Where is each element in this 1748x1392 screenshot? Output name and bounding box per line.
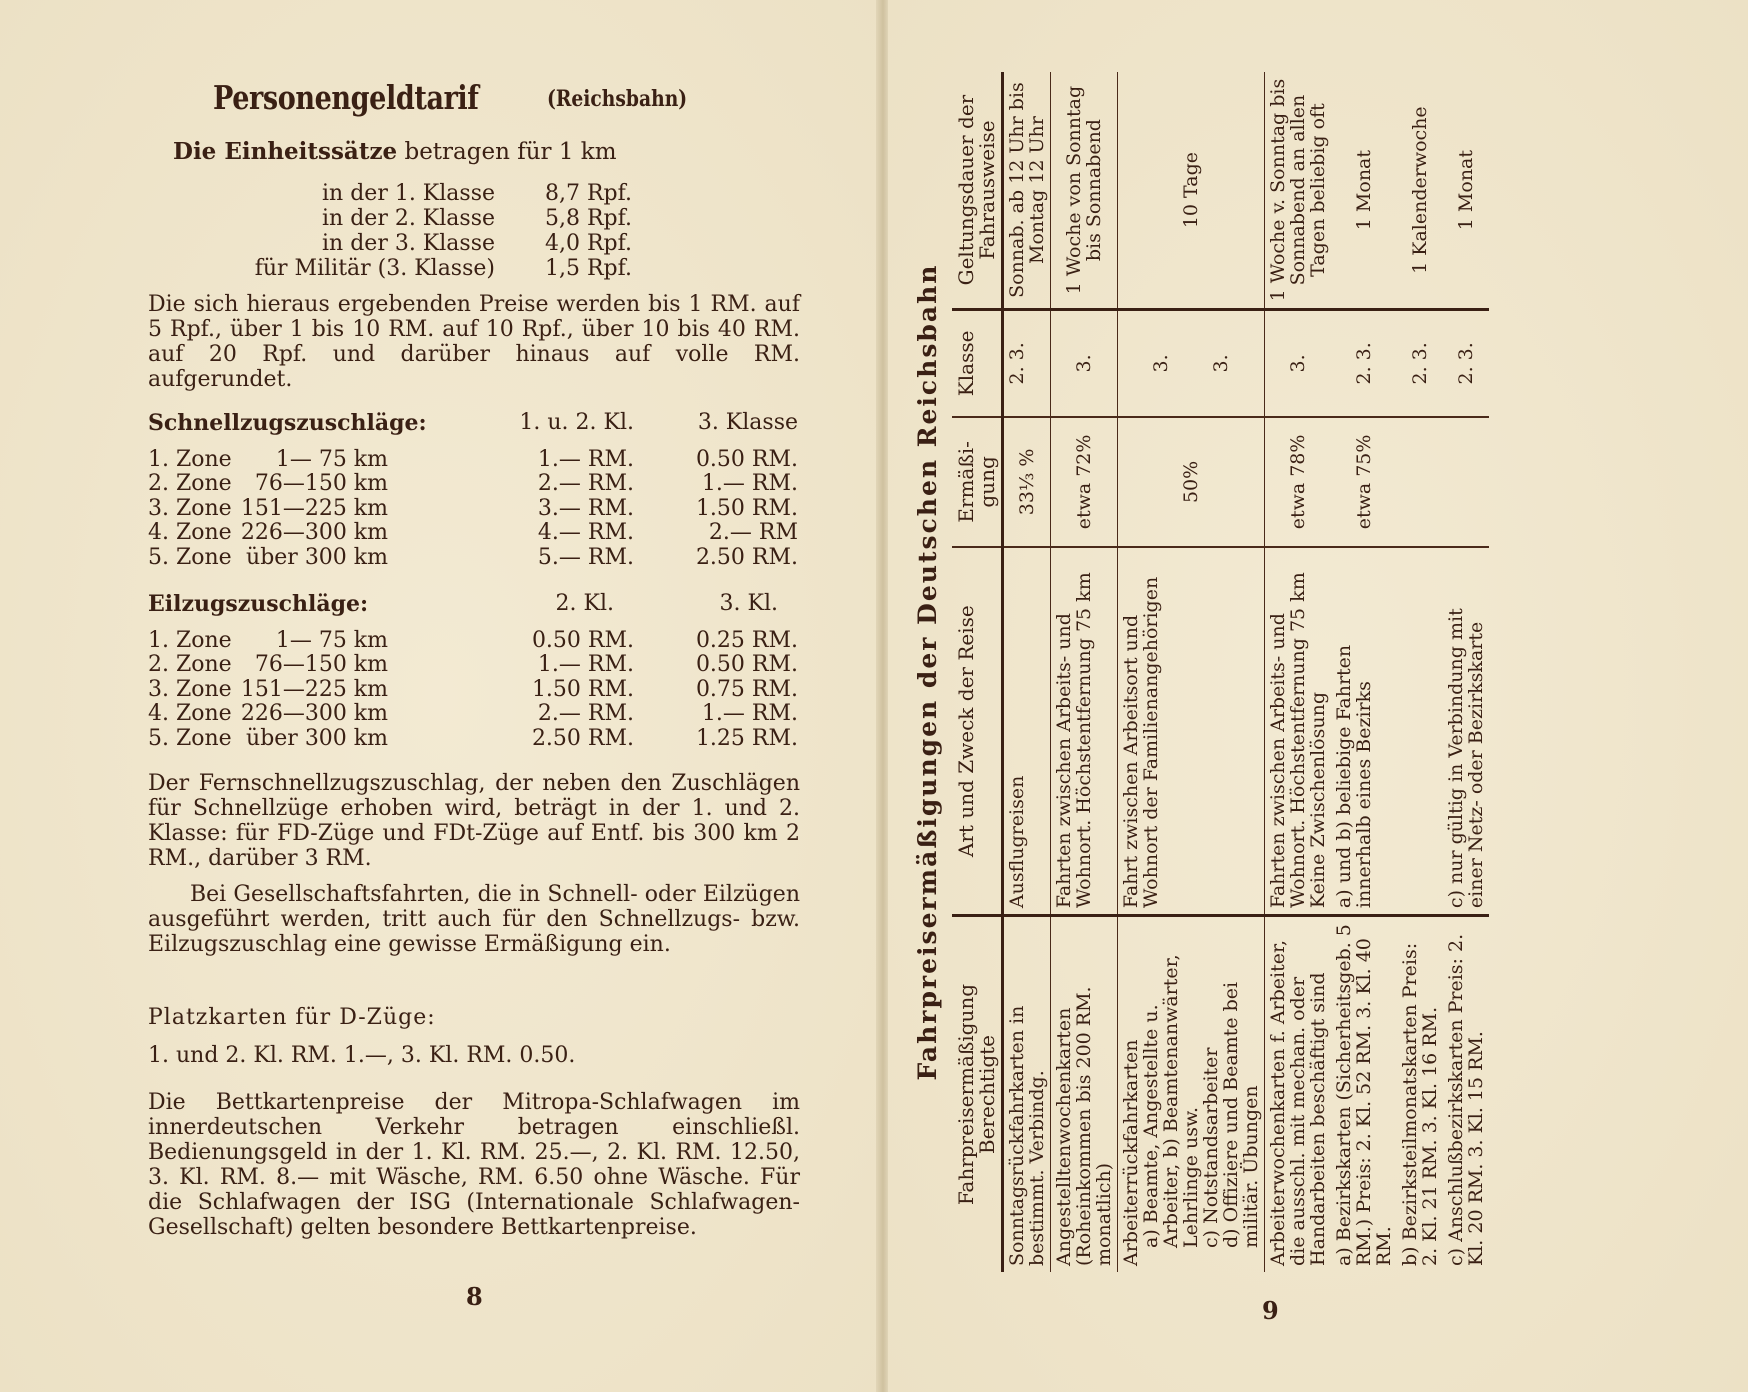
cell-berechtigte-sub: d) Offiziere und Beamte bei militär. Übungen [1220,981,1262,1248]
cell-art: Fahrt zwischen Arbeitsort und Wohnort der Familienangehörigen [1118,547,1265,915]
unit-rates-intro-bold: Die Einheitssätze [173,138,398,165]
gesellschaft-paragraph: Bei Gesellschaftsfahrten, die in Schnell- oder Eilzügen ausgeführt werden, tritt auch für den Schnellzugs- bzw. Eilzugszuschlag eine gewisse Ermäßigung ein. [148,882,800,957]
price-cell: 4.— RM. [537,520,634,545]
price-cell: 1.— RM. [537,446,634,472]
header-berechtigte: Fahrpreisermäßigung Berechtigte [952,916,1003,1272]
title-text: Personengeldtarif [213,78,479,117]
cell-klasse: 2. 3. [1003,310,1051,417]
price-cell: 5.— RM. [537,544,634,570]
zone-cell: 3. Zone [148,495,232,521]
table-row [148,496,800,521]
header-ermaessigung: Ermäßi-gung [952,417,1003,548]
cell-klasse: 2. 3. [1397,310,1443,417]
range-cell: 76—150 km [254,471,388,496]
unit-rate-label: in der 3. Klasse [322,231,495,256]
cell-klasse: 3. [1265,310,1332,417]
cell-geltung: 10 Tage [1118,72,1265,310]
cell-berechtigte: b) Bezirksteilmonatskarten Preis: 2. Kl. 21 RM. 3. Kl. 16 RM. [1399,942,1441,1266]
table-row [1331,72,1397,1272]
table-row [148,677,800,702]
eilzug-col2-header: 3. Kl. [719,591,778,616]
zone-cell: 1. Zone [148,627,232,653]
table-row [148,701,800,726]
cell-geltung: Sonnab. ab 12 Uhr bis Montag 12 Uhr [1003,72,1051,310]
cell-geltung: 1 Monat [1443,72,1489,310]
price-cell: 2.50 RM. [695,544,798,570]
unit-rate-value: 8,7 Rpf. [545,181,632,206]
cell-art: a) und b) beliebige Fahrten innerhalb eines Bezirks [1331,547,1397,915]
cell-ermaessigung: etwa 72% [1051,417,1118,548]
rounding-paragraph: Die sich hieraus ergebenden Preise werden bis 1 RM. auf 5 Rpf., über 1 bis 10 RM. auf 10 Rpf., über 10 bis 40 RM. auf 20 Rpf. und darüber hinaus auf volle RM. aufgerundet. [148,292,800,392]
zone-cell: 4. Zone [148,701,232,726]
schnellzug-table [148,410,800,569]
eilzug-table [148,591,800,750]
unit-rate-value: 4,0 Rpf. [545,231,632,256]
cell-art: Fahrten zwischen Arbeits- und Wohnort. Höchstentfernung 75 km [1051,547,1118,915]
cell-ermaessigung: 50% [1118,417,1265,548]
range-cell: 1— 75 km [275,446,388,472]
cell-art: Ausflugreisen [1003,547,1051,915]
table-row [148,471,800,496]
table-row [1397,72,1443,1272]
fare-reductions-table [952,72,1489,1272]
cell-berechtigte: c) Anschlußbezirkskarten Preis: 2. Kl. 20 RM. 3. Kl. 15 RM. [1445,933,1487,1266]
zone-cell: 5. Zone [148,544,232,570]
range-cell: 226—300 km [240,701,388,726]
cell-geltung: 1 Woche von Sonntag bis Sonnabend [1051,72,1118,310]
price-cell: 2.— RM [708,520,798,545]
cell-klasse-a: 3. [1150,354,1172,373]
eilzug-col1-header: 2. Kl. [555,591,614,616]
cell-ermaessigung [1397,417,1443,548]
cell-art: Fahrten zwischen Arbeits- und Wohnort. Höchstentfernung 75 km Keine Zwischenlösung [1265,547,1332,915]
zone-cell: 2. Zone [148,652,232,677]
unit-rate-value: 1,5 Rpf. [545,256,632,281]
header-art: Art und Zweck der Reise [952,547,1003,915]
page-number-right: 9 [1262,1296,1279,1325]
eilzug-header-row [148,591,800,616]
price-cell: 0.50 RM. [695,446,798,472]
price-cell: 1.— RM. [537,652,634,677]
unit-rate-label: in der 1. Klasse [322,181,495,206]
table-header-row [952,72,1003,1272]
schnellzug-col2-header: 3. Klasse [697,410,798,435]
zone-cell: 2. Zone [148,471,232,496]
table-row [1051,72,1118,1272]
price-cell: 0.50 RM. [531,627,634,653]
range-cell: 226—300 km [240,520,388,545]
unit-rate-value: 5,8 Rpf. [545,206,632,231]
zone-cell: 1. Zone [148,446,232,472]
eilzug-heading: Eilzugszuschläge: [148,591,369,617]
schnellzug-heading: Schnellzugszuschläge: [148,410,427,436]
cell-klasse: 3. [1051,310,1118,417]
range-cell: 1— 75 km [275,627,388,653]
cell-berechtigte: Angestelltenwochenkarten (Roheinkommen bis 200 RM. monatlich) [1051,916,1118,1272]
price-cell: 0.75 RM. [695,676,798,702]
cell-berechtigte: a) Bezirkskarten (Sicherheitsgeb. 5 RM.) Preis: 2. Kl. 52 RM. 3. Kl. 40 RM. [1333,924,1395,1266]
price-cell: 3.— RM. [537,495,634,521]
price-cell: 1.50 RM. [695,495,798,521]
range-cell: 151—225 km [240,676,388,702]
price-cell: 0.25 RM. [695,627,798,653]
unit-rates-intro-rest: betragen für 1 km [404,139,617,165]
price-cell: 2.— RM. [537,701,634,726]
unit-rate-label: in der 2. Klasse [322,206,495,231]
price-cell: 2.50 RM. [531,725,634,751]
price-cell: 0.50 RM. [695,652,798,677]
unit-rate-label: für Militär (3. Klasse) [254,256,495,281]
table-row [1265,72,1332,1272]
cell-berechtigte: Sonntagsrückfahrkarten in bestimmt. Verbindg. [1006,1005,1048,1266]
range-cell: 76—150 km [254,652,388,677]
schnellzug-header-row [148,410,800,435]
cell-berechtigte: Arbeiterwochenkarten f. Arbeiter, die ausschl. mit mechan. oder Handarbeiten beschäftigt sind [1265,916,1332,1272]
table-row [1443,72,1489,1272]
price-cell: 1.50 RM. [531,676,634,702]
table-title: Fahrpreisermäßigungen der Deutschen Reichsbahn [913,263,942,1081]
table-row [148,545,800,570]
range-cell: über 300 km [246,725,388,751]
cell-klasse [1118,310,1265,417]
page-title [213,78,688,117]
cell-berechtigte-sub: c) Notstandsarbeiter [1200,1047,1222,1248]
cell-klasse: 2. 3. [1443,310,1489,417]
cell-geltung: 1 Kalenderwoche [1397,72,1443,310]
zone-cell: 3. Zone [148,676,232,702]
platzkarten-text: 1. und 2. Kl. RM. 1.—, 3. Kl. RM. 0.50. [148,1043,576,1068]
zone-cell: 5. Zone [148,725,232,751]
cell-berechtigte [1118,916,1265,1272]
table-row [1003,72,1051,1272]
cell-art: c) nur gültig in Verbindung mit einer Netz- oder Bezirkskarte [1443,547,1489,915]
cell-klasse-b: 3. [1210,354,1232,373]
zone-cell: 4. Zone [148,520,232,545]
cell-berechtigte-sub: a) Beamte, Angestellte u. Arbeiter, b) Beamtenanwärter, Lehrlinge usw. [1140,954,1202,1248]
cell-geltung: 1 Monat [1331,72,1397,310]
price-cell: 1.— RM. [701,701,798,726]
cell-ermaessigung: etwa 78% [1265,417,1332,548]
price-cell: 1.25 RM. [695,725,798,751]
header-klasse: Klasse [952,310,1003,417]
bettkarten-paragraph: Die Bettkartenpreise der Mitropa-Schlafwagen im innerdeutschen Verkehr betragen einschließl. Bedienungsgeld in der 1. Kl. RM. 25.—, 2. Kl. RM. 12.50, 3. Kl. RM. 8.— mit Wäsche, RM. 6.50 ohne Wäsche. Für die Schlafwagen der ISG (Internationale Schlafwagen-Gesellschaft) gelten besondere Bettkartenpreise. [148,1090,800,1240]
cell-klasse: 2. 3. [1331,310,1397,417]
table-row [148,726,800,751]
price-cell: 2.— RM. [537,471,634,496]
table-row [1118,72,1265,1272]
header-geltung: Geltungsdauer der Fahrausweise [952,72,1003,310]
table-row [148,628,800,653]
price-cell: 1.— RM. [701,471,798,496]
table-row [148,652,800,677]
cell-geltung: 1 Woche v. Sonntag bis Sonnabend an allen Tagen beliebig oft [1265,72,1332,310]
cell-ermaessigung: 33⅓ % [1003,417,1051,548]
schnellzug-col1-header: 1. u. 2. Kl. [519,410,634,435]
cell-ermaessigung: etwa 75% [1331,417,1397,548]
cell-berechtigte-title: Arbeiterrückfahrkarten [1120,1039,1142,1266]
title-suffix: (Reichsbahn) [547,86,688,112]
range-cell: über 300 km [246,544,388,570]
fernschnellzug-paragraph: Der Fernschnellzugszuschlag, der neben den Zuschlägen für Schnellzüge erhoben wird, beträgt in der 1. und 2. Klasse: für FD-Züge und FDt-Züge auf Entf. bis 300 km 2 RM., darüber 3 RM. [148,771,800,871]
fare-reductions-table-rotated [908,72,1728,1272]
page-number-left: 8 [466,1282,483,1311]
cell-ermaessigung [1443,417,1489,548]
unit-rates-intro [173,138,617,165]
cell-art [1397,547,1443,915]
table-row [148,520,800,545]
table-row [148,447,800,472]
platzkarten-heading: Platzkarten für D-Züge: [148,1005,436,1030]
range-cell: 151—225 km [240,495,388,521]
